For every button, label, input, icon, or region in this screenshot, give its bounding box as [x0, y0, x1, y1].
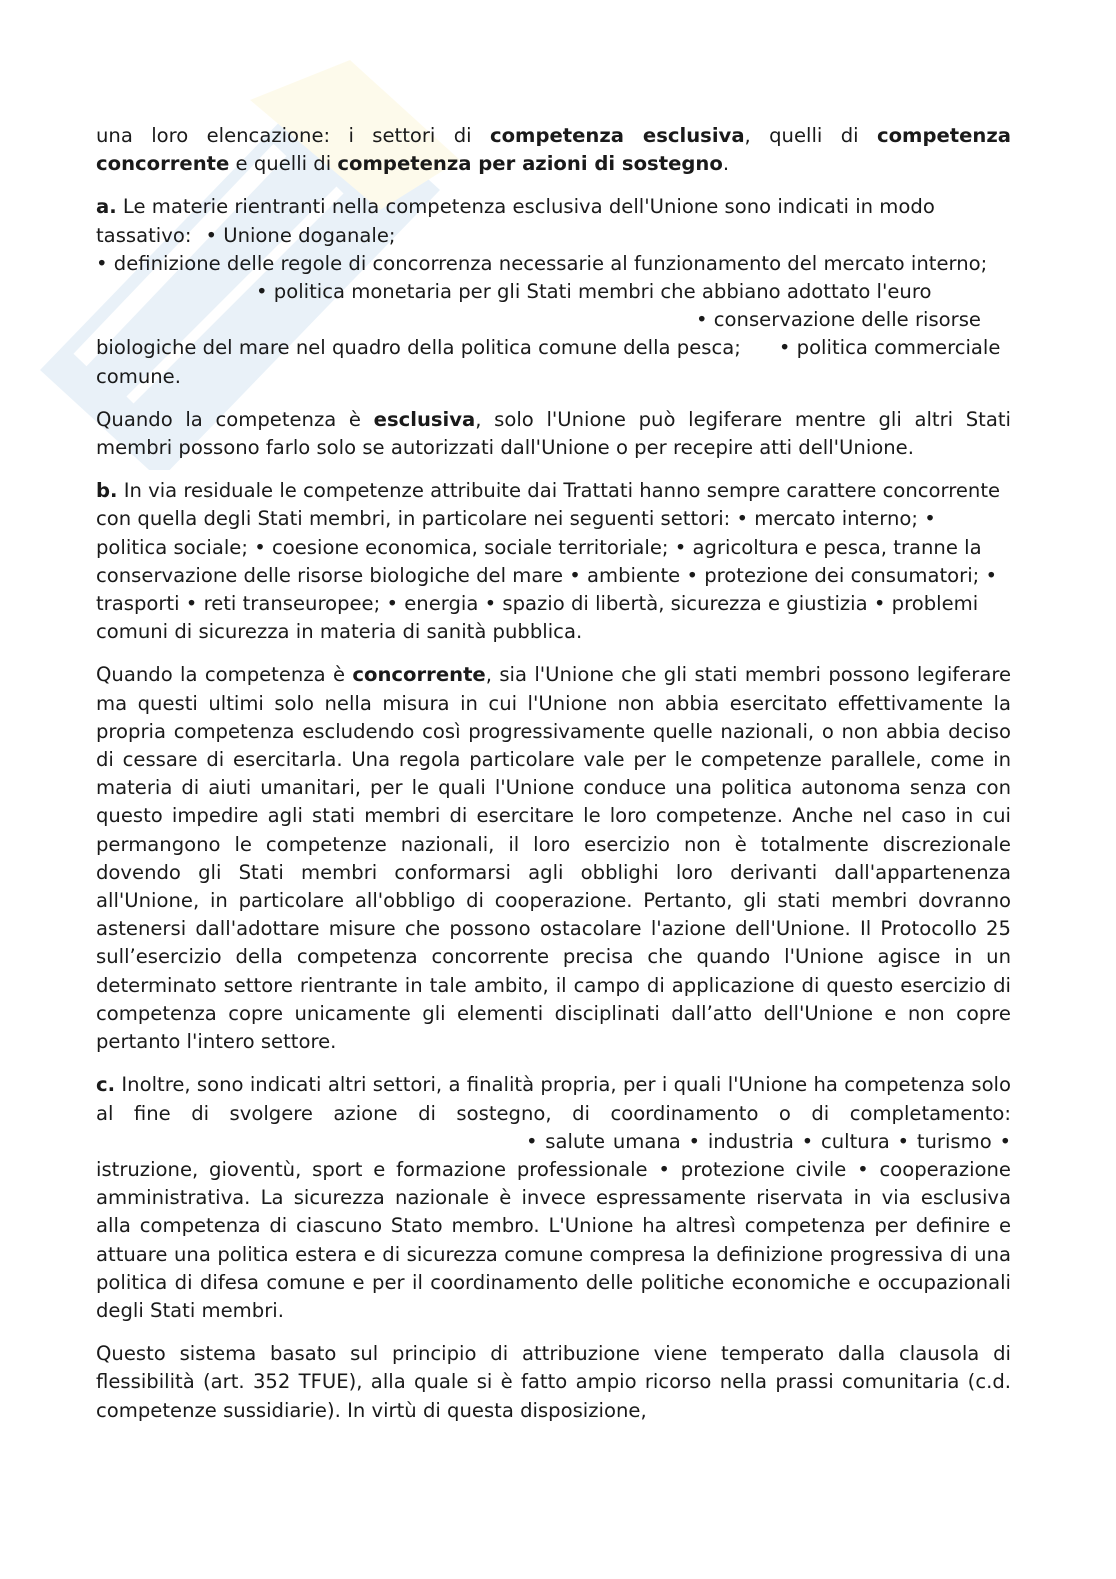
list-item: • conservazione delle risorse biologiche del mare nel quadro della politica comune della pesca;	[96, 308, 981, 360]
intro-text: e quelli di	[229, 152, 338, 176]
body-text: Quando la competenza è	[96, 407, 374, 431]
body-text: , sia l'Unione che gli stati membri possono legiferare ma questi ultimi solo nella misura in cui l'Unione non abbia esercitato effettivamente la propria competenza escludendo così progressivamente quelle nazionali, o non abbia deciso di cessare di esercitarla. Una regola particolare vale per le competenze parallele, come in materia di aiuti umanitari, per le quali l'Unione conduce una politica autonoma senza con questo impedire agli stati membri di esercitare le loro competenze. Anche nel caso in cui permangono le competenze nazionali, il loro esercizio non è totalmente discrezionale dovendo gli Stati membri conformarsi agli obblighi loro derivanti dall'appartenenza all'Unione, in particolare all'obbligo di cooperazione. Pertanto, gli stati membri dovranno astenersi dall'adottare misure che possono ostacolare l'azione dell'Unione. Il Protocollo 25 sull’esercizio della competenza concorrente precisa che quando l'Unione agisce in un determinato settore rientrante in tale ambito, il campo di applicazione di questo esercizio di competenza copre unicamente gli elementi disciplinati dall’atto dell'Unione e non copre pertanto l'intero settore.	[96, 663, 1012, 1054]
section-c-text: • salute umana • industria • cultura • turismo • istruzione, gioventù, sport e formazione professionale • protezione civile • cooperazione amministrativa. La sicurezza nazionale è invece espressamente riservata in via esclusiva alla competenza di ciascuno Stato membro. L'Unione ha altresì competenza per definire e attuare una politica estera e di sicurezza comune compresa la definizione progressiva di una politica di difesa comune e per il coordinamento delle politiche economiche e occupazionali degli Stati membri.	[96, 1129, 1011, 1322]
term-concurrent: competenza concorrente	[96, 124, 1011, 176]
list-item: • Unione doganale;	[205, 223, 396, 247]
exclusive-paragraph	[96, 406, 1011, 462]
intro-text: , quelli di	[744, 124, 877, 147]
section-a-marker: a.	[96, 195, 117, 219]
section-b-paragraph	[96, 477, 1011, 646]
section-a-paragraph	[96, 193, 1011, 390]
body-text: , solo l'Unione può legiferare mentre gli altri Stati membri possono farlo solo se autorizzati dall'Unione o per recepire atti dell'Unione.	[96, 407, 1011, 460]
section-b-marker: b.	[96, 479, 118, 503]
body-text: Questo sistema basato sul principio di attribuzione viene temperato dalla clausola di flessibilità (art. 352 TFUE), alla quale si è fatto ampio ricorso nella prassi comunitaria (c.d. competenze sussidiarie). In virtù di questa disposizione,	[96, 1342, 1011, 1422]
intro-text: una loro elencazione: i settori di	[96, 124, 490, 147]
section-b-text: In via residuale le competenze attribuite dai Trattati hanno sempre carattere concorrente con quella degli Stati membri, in particolare nei seguenti settori: • mercato interno; • politica sociale; • coesione economica, sociale territoriale; • agricoltura e pesca, tranne la conservazione delle risorse biologiche del mare • ambiente • protezione dei consumatori; • trasporti • reti transeuropee; • energia • spazio di libertà, sicurezza e giustizia • problemi comuni di sicurezza in materia di sanità pubblica.	[96, 479, 1001, 644]
term-concurrent: concorrente	[352, 663, 486, 687]
body-text: Quando la competenza è	[96, 663, 353, 687]
intro-text: .	[722, 152, 730, 176]
list-item: • politica monetaria per gli Stati membri che abbiano adottato l'euro	[256, 280, 932, 304]
term-exclusive: competenza esclusiva	[489, 124, 745, 147]
term-exclusive: esclusiva	[373, 407, 476, 431]
intro-paragraph	[96, 122, 1011, 178]
list-item: • definizione delle regole di concorrenza necessarie al funzionamento del mercato interno;	[96, 251, 988, 275]
section-c-marker: c.	[96, 1073, 116, 1097]
section-a-lead: Le materie rientranti nella competenza esclusiva dell'Unione sono indicati in modo tassativo:	[96, 195, 935, 247]
document-page	[96, 122, 1011, 1440]
section-c-lead: Inoltre, sono indicati altri settori, a finalità propria, per i quali l'Unione ha competenza solo al fine di svolgere azione di sostegno, di coordinamento o di completamento:	[96, 1073, 1011, 1125]
concurrent-paragraph	[96, 661, 1011, 1056]
section-c-paragraph	[96, 1071, 1011, 1325]
list-item: • politica commerciale comune.	[96, 336, 1001, 388]
term-support: competenza per azioni di sostegno	[337, 152, 723, 176]
closing-paragraph	[96, 1340, 1011, 1425]
